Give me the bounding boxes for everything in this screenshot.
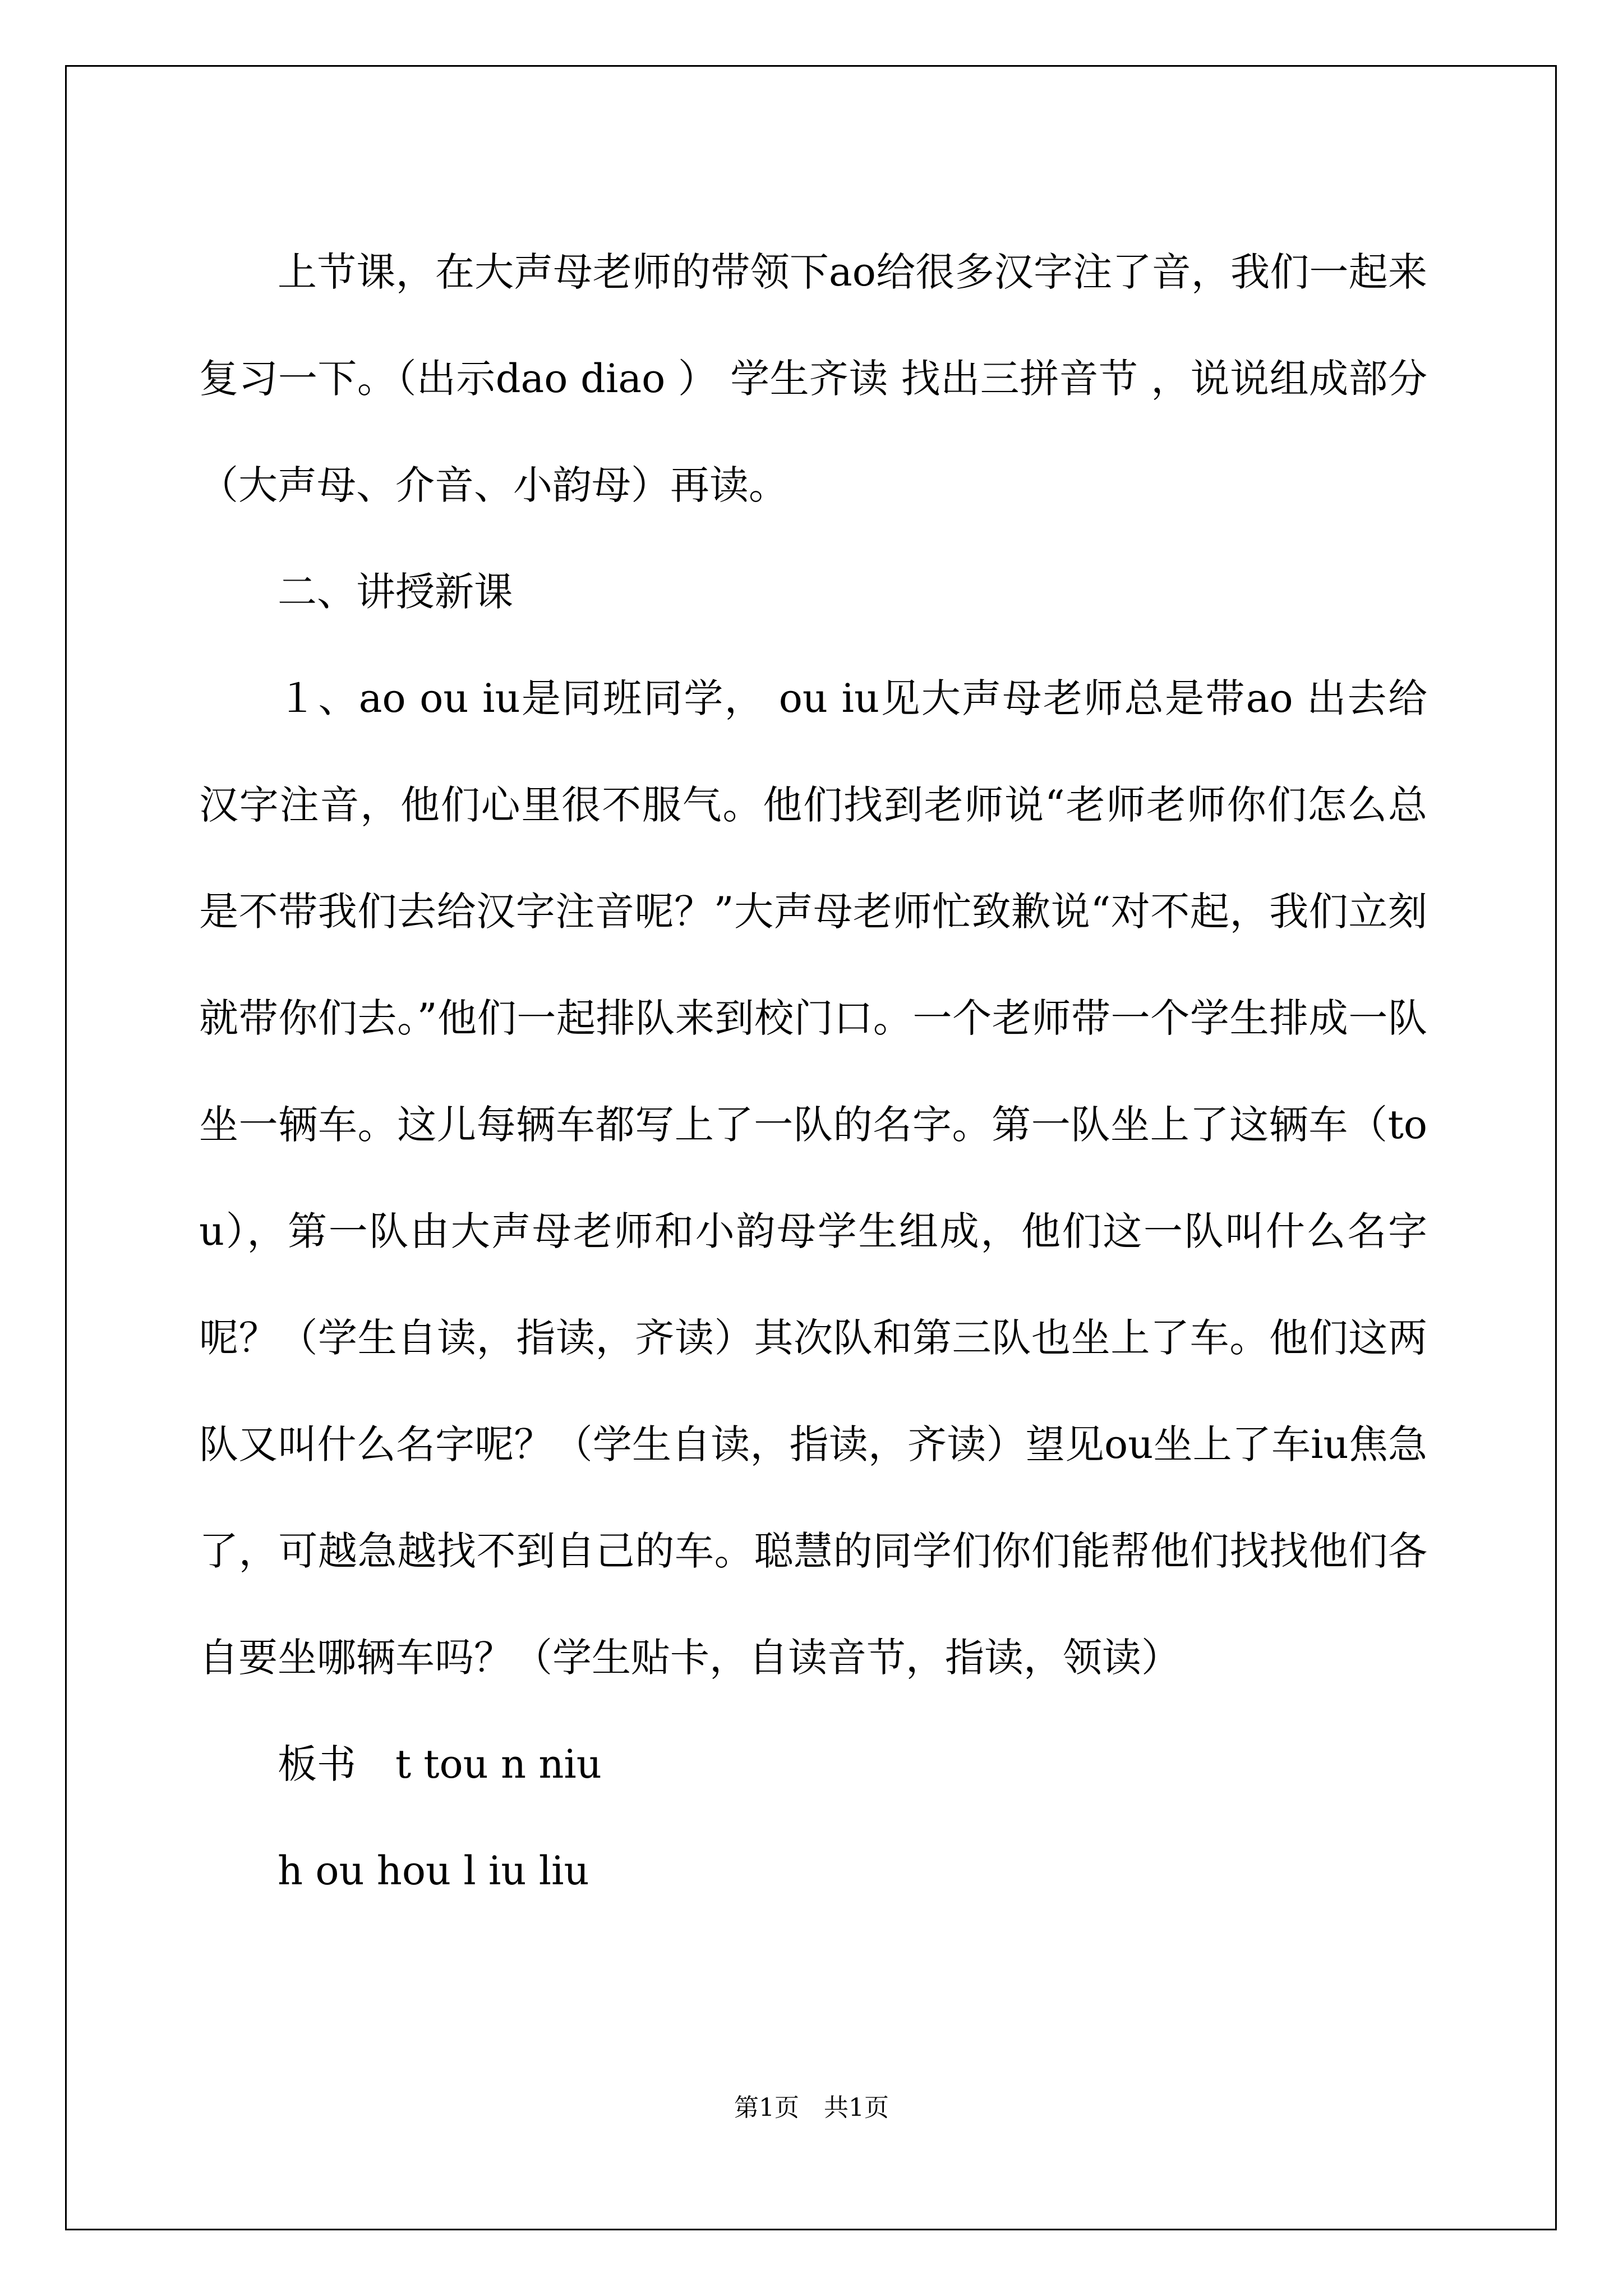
blackboard-line-1: 板书 t tou n niu bbox=[278, 1741, 602, 1787]
paragraph-review: 上节课，在大声母老师的带领下ao给很多汉字注了音，我们一起来复习一下。（出示dao diao ） 学生齐读 找出三拼音节 ，说说组成部分（大声母、介音、小韵母）再读。 bbox=[199, 249, 1427, 508]
document-body bbox=[199, 219, 1427, 1924]
section-heading-new-lesson: 二、讲授新课 bbox=[278, 569, 513, 615]
blackboard-line-2: h ou hou l iu liu bbox=[278, 1848, 589, 1894]
page-footer: 第1页 共1页 bbox=[734, 2093, 889, 2122]
paragraph-story: １、ao ou iu是同班同学， ou iu见大声母老师总是带ao 出去给汉字注音，他们心里很不服气。他们找到老师说“老师老师你们怎么总是不带我们去给汉字注音呢？”大声母老师忙致歉说“对不起，我们立刻就带你们去。”他们一起排队来到校门口。一个老师带一个学生排成一队坐一辆车。这儿每辆车都写上了一队的名字。第一队坐上了这辆车（tou），第一队由大声母老师和小韵母学生组成，他们这一队叫什么名字呢？（学生自读，指读，齐读）其次队和第三队也坐上了车。他们这两队又叫什么名字呢？（学生自读，指读，齐读）望见ou坐上了车iu焦急了，可越急越找不到自己的车。聪慧的同学们你们能帮他们找找他们各自要坐哪辆车吗？（学生贴卡，自读音节，指读，领读） bbox=[199, 675, 1427, 1681]
